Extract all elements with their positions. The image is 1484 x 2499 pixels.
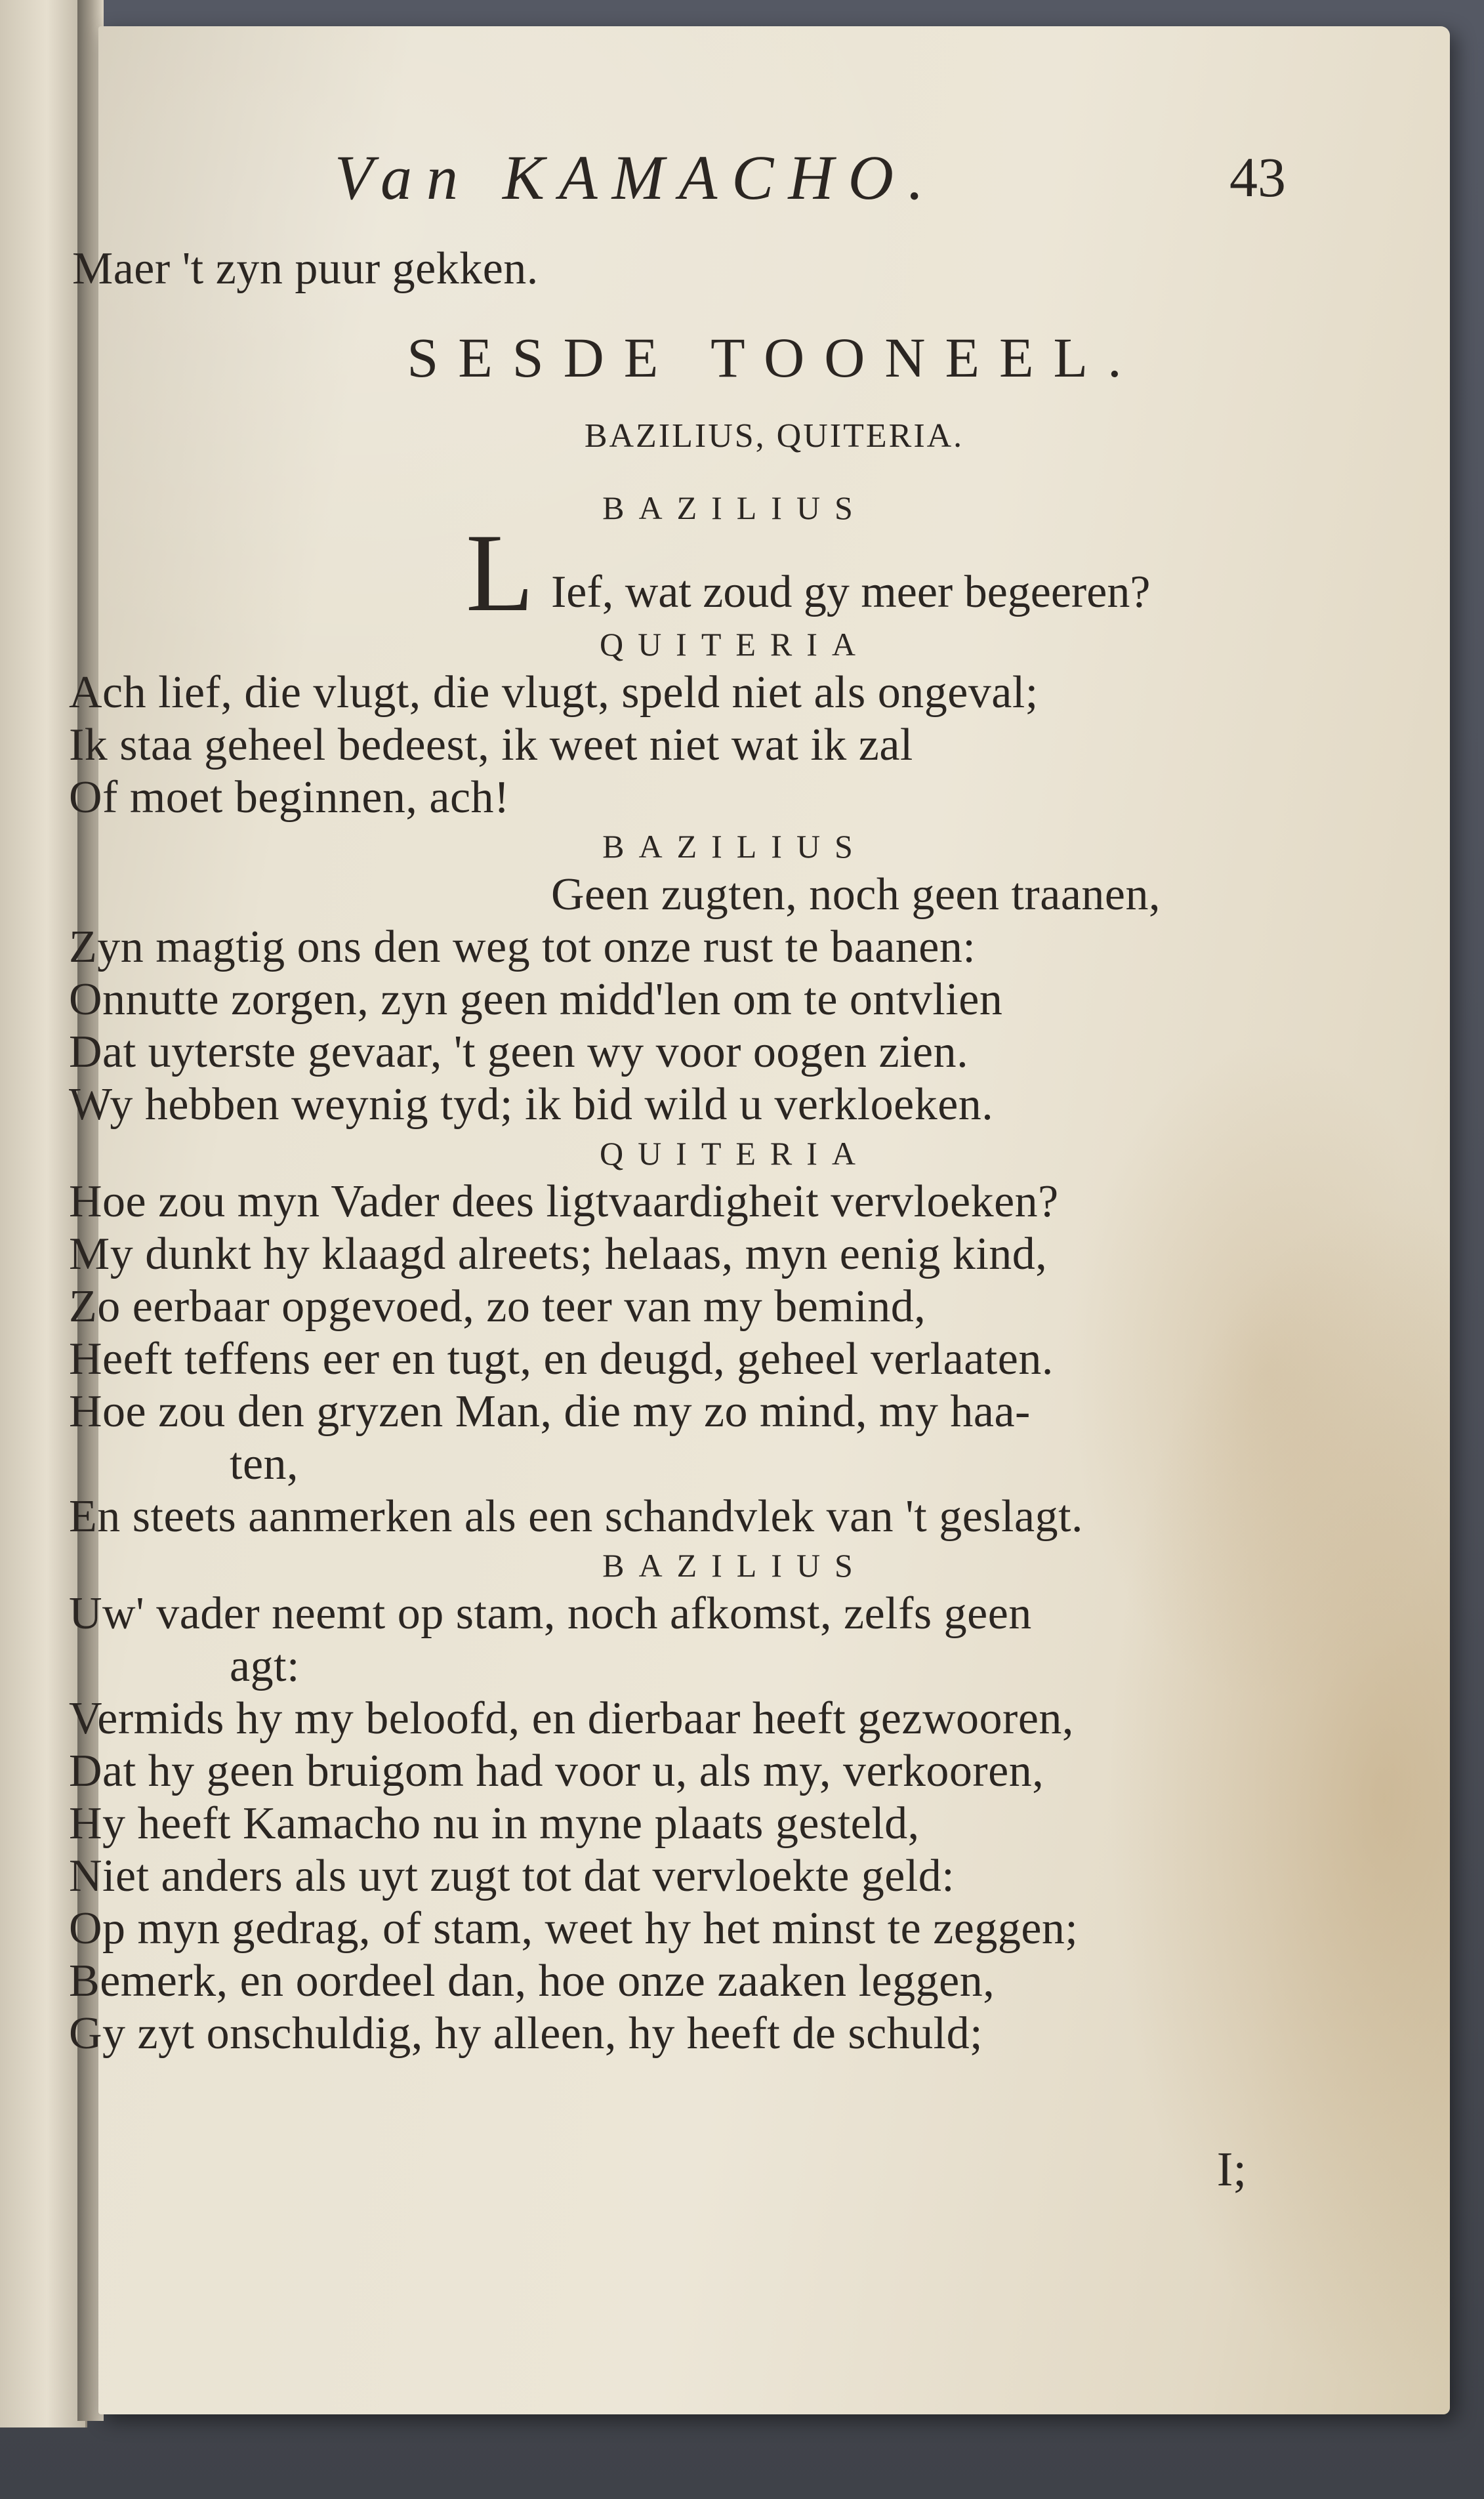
verse-line: Bemerk, en oordeel dan, hoe onze zaaken leggen,: [69, 1956, 995, 2006]
verse-continuation: agt:: [230, 1641, 300, 1691]
verse-line: Zyn magtig ons den weg tot onze rust te baanen:: [69, 922, 976, 972]
speaker-label: BAZILIUS: [602, 1547, 867, 1584]
speaker-label: QUITERIA: [599, 626, 871, 663]
verse-line: Dat hy geen bruigom had voor u, als my, verkooren,: [69, 1746, 1044, 1796]
book-page: [69, 26, 1450, 2414]
verse-line: Gy zyt onschuldig, hy alleen, hy heeft de schuld;: [69, 2008, 983, 2059]
drop-cap: L: [466, 511, 534, 634]
verse-continuation: ten,: [230, 1439, 299, 1489]
first-verse-line: [466, 511, 1450, 634]
verse-line: Geen zugten, noch geen traanen,: [551, 869, 1161, 920]
speaker-label: QUITERIA: [599, 1135, 871, 1172]
verse-line: Zo eerbaar opgevoed, zo teer van my bemind,: [69, 1281, 926, 1332]
running-title: Van KAMACHO.: [335, 142, 938, 213]
verse-line: My dunkt hy klaagd alreets; helaas, myn eenig kind,: [69, 1229, 1048, 1279]
speaker-label: BAZILIUS: [602, 828, 867, 865]
verse-line: Niet anders als uyt zugt tot dat vervloekte geld:: [69, 1851, 955, 1901]
verse-line: En steets aanmerken als een schandvlek van 't geslagt.: [69, 1491, 1084, 1542]
verse-line: Heeft teffens eer en tugt, en deugd, geheel verlaaten.: [69, 1334, 1054, 1384]
opening-line: Maer 't zyn puur gekken.: [72, 243, 539, 294]
verse-line: Onnutte zorgen, zyn geen midd'len om te ontvlien: [69, 974, 1003, 1025]
verse-line: Hy heeft Kamacho nu in myne plaats gesteld,: [69, 1798, 920, 1849]
verse-line: Op myn gedrag, of stam, weet hy het minst te zeggen;: [69, 1903, 1079, 1954]
play-text: [69, 243, 1450, 2060]
verse-line: Uw' vader neemt op stam, noch afkomst, zelfs geen: [69, 1588, 1032, 1639]
verse-line: Ach lief, die vlugt, die vlugt, speld niet als ongeval;: [69, 667, 1039, 718]
verse-line: Ik staa geheel bedeest, ik weet niet wat ik zal: [69, 720, 913, 770]
verse-line: Dat uyterste gevaar, 't geen wy voor oogen zien.: [69, 1027, 969, 1077]
verse-line: Hoe zou den gryzen Man, die my zo mind, my haa-: [69, 1386, 1031, 1437]
verse-line: Wy hebben weynig tyd; ik bid wild u verkloeken.: [69, 1079, 994, 1130]
catchword: I;: [1216, 2143, 1247, 2197]
page-number: 43: [1229, 146, 1286, 209]
verse-line: Hoe zou myn Vader dees ligtvaardigheit vervloeken?: [69, 1176, 1059, 1227]
verse-line: Of moet beginnen, ach!: [69, 772, 510, 823]
speaker-label: BAZILIUS: [602, 489, 867, 526]
verse-line: Vermids hy my beloofd, en dierbaar heeft gezwooren,: [69, 1693, 1074, 1744]
verse-line: Ief, wat zoud gy meer begeeren?: [551, 567, 1151, 617]
scene-title: SESDE TOONEEL.: [407, 326, 1142, 389]
dramatis-personae: BAZILIUS, QUITERIA.: [584, 417, 964, 455]
